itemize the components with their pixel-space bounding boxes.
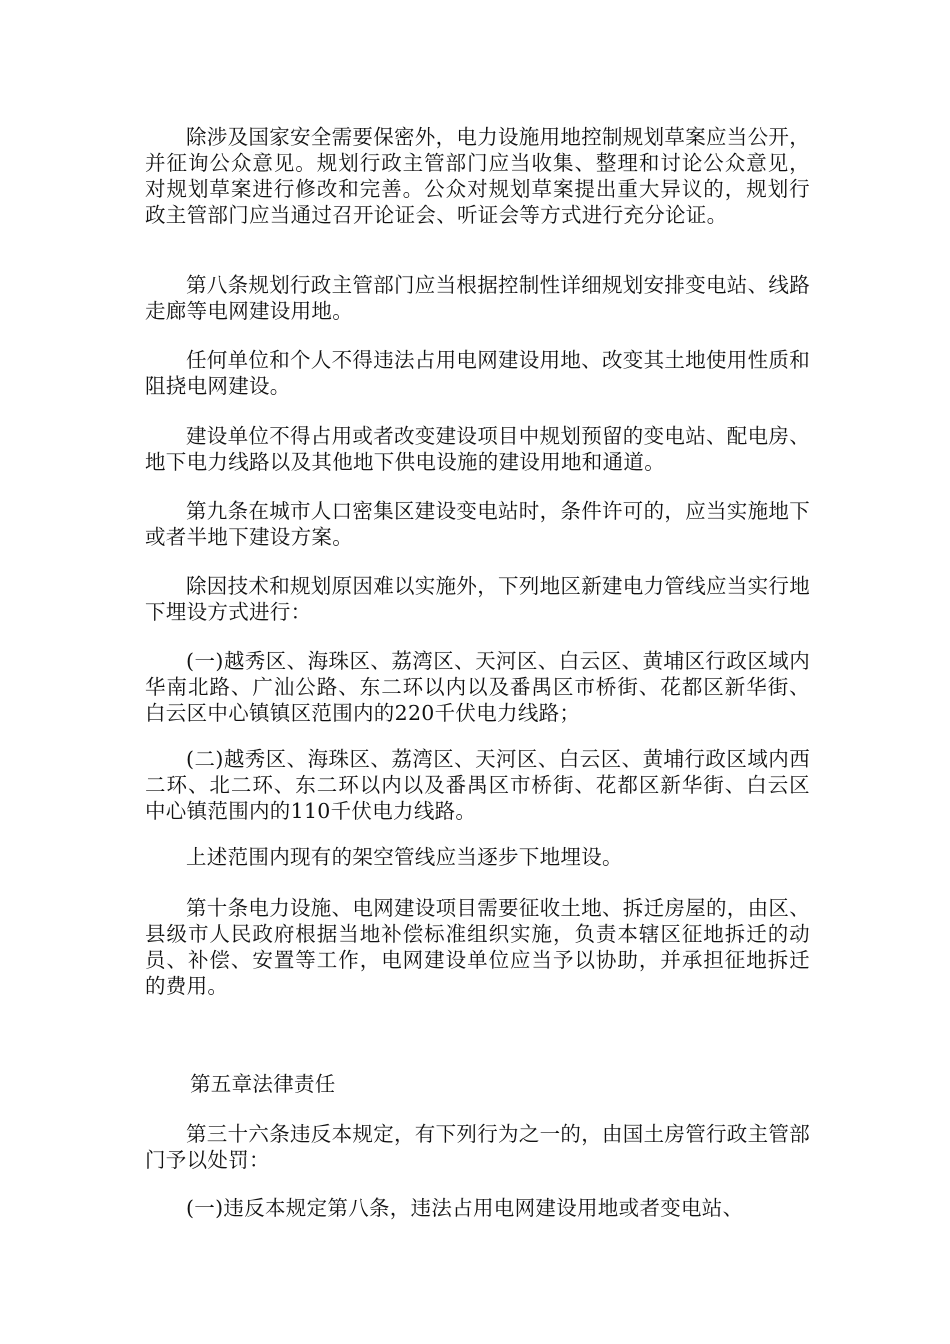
paragraph-overhead-lines: 上述范围内现有的架空管线应当逐步下地埋设。 — [186, 845, 623, 869]
paragraph-article-8: 第八条规划行政主管部门应当根据控制性详细规划安排变电站、线路走廊等电网建设用地。 — [145, 273, 810, 323]
chapter-heading: 第五章法律责任 — [190, 1072, 336, 1096]
paragraph-underground-lines: 除因技术和规划原因难以实施外，下列地区新建电力管线应当实行地下埋设方式进行： — [145, 574, 810, 624]
paragraph-no-occupation: 任何单位和个人不得违法占用电网建设用地、改变其土地使用性质和阻挠电网建设。 — [145, 348, 810, 398]
paragraph-item-2-110kv: (二)越秀区、海珠区、荔湾区、天河区、白云区、黄埔行政区域内西二环、北二环、东二环以内以及番禺区市桥街、花都区新华街、白云区中心镇范围内的110千伏电力线路。 — [145, 747, 810, 823]
paragraph-confidentiality: 除涉及国家安全需要保密外，电力设施用地控制规划草案应当公开，并征询公众意见。规划行政主管部门应当收集、整理和讨论公众意见，对规划草案进行修改和完善。公众对规划草案提出重大异议的，规划行政主管部门应当通过召开论证会、听证会等方式进行充分论证。 — [145, 125, 810, 227]
paragraph-penalty-item-1: (一)违反本规定第八条，违法占用电网建设用地或者变电站、 — [186, 1196, 744, 1220]
paragraph-article-10: 第十条电力设施、电网建设项目需要征收土地、拆迁房屋的，由区、县级市人民政府根据当地补偿标准组织实施，负责本辖区征地拆迁的动员、补偿、安置等工作，电网建设单位应当予以协助，并承担征地拆迁的费用。 — [145, 896, 810, 998]
paragraph-construction-units: 建设单位不得占用或者改变建设项目中规划预留的变电站、配电房、地下电力线路以及其他地下供电设施的建设用地和通道。 — [145, 424, 810, 474]
paragraph-article-36: 第三十六条违反本规定，有下列行为之一的，由国土房管行政主管部门予以处罚： — [145, 1122, 810, 1172]
paragraph-article-9: 第九条在城市人口密集区建设变电站时，条件许可的，应当实施地下或者半地下建设方案。 — [145, 499, 810, 549]
paragraph-item-1-220kv: (一)越秀区、海珠区、荔湾区、天河区、白云区、黄埔区行政区域内华南北路、广汕公路、东二环以内以及番禺区市桥街、花都区新华街、白云区中心镇镇区范围内的220千伏电力线路； — [145, 649, 810, 725]
